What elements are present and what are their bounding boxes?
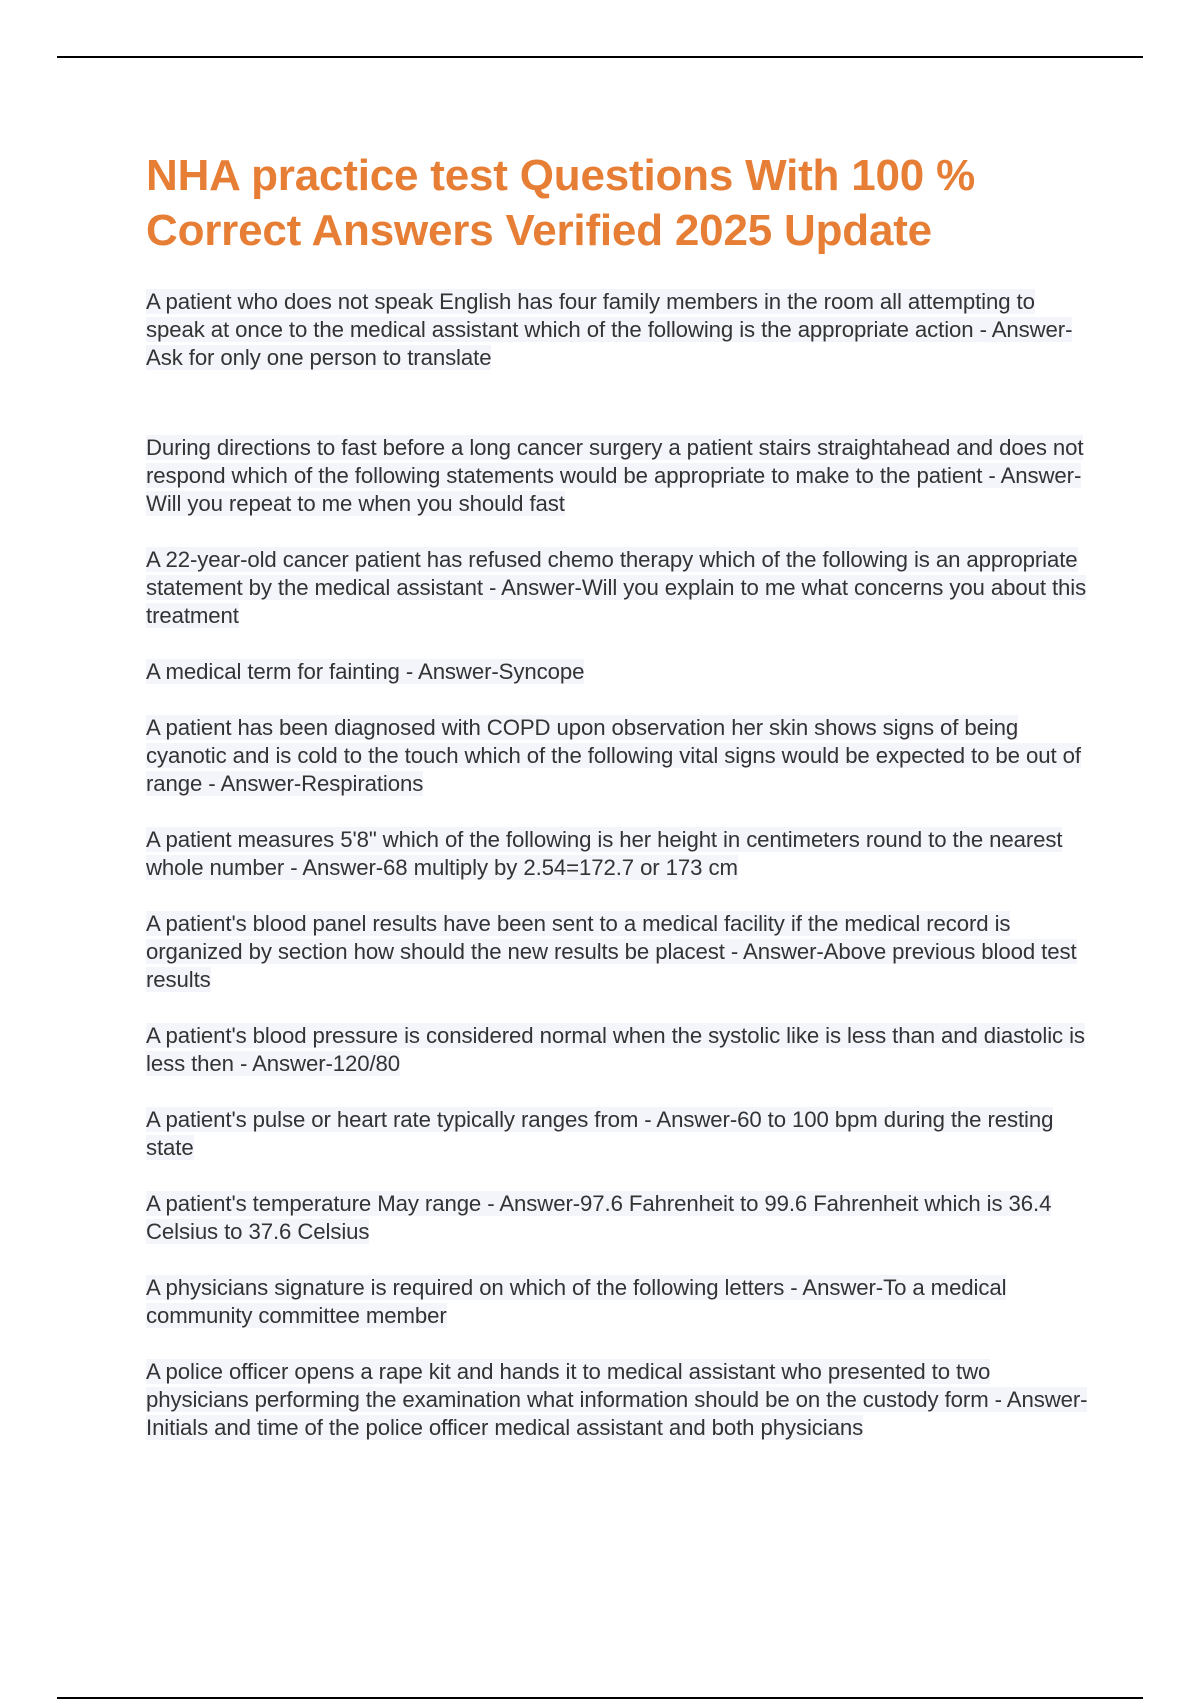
qa-item: A patient's temperature May range - Answer-97.6 Fahrenheit to 99.6 Fahrenheit which is 36.4 Celsius to 37.6 Celsius: [146, 1191, 1052, 1244]
qa-item: A patient measures 5'8" which of the following is her height in centimeters round to the nearest whole number - Answer-68 multiply by 2.54=172.7 or 173 cm: [146, 827, 1063, 880]
qa-item: A medical term for fainting - Answer-Syncope: [146, 659, 585, 684]
qa-item: A patient's blood pressure is considered normal when the systolic like is less than and diastolic is less then - Answer-120/80: [146, 1023, 1085, 1076]
qa-item: A 22-year-old cancer patient has refused chemo therapy which of the following is an appropriate statement by the medical assistant - Answer-Will you explain to me what concerns you about this treatment: [146, 547, 1087, 628]
document-title: NHA practice test Questions With 100 % Correct Answers Verified 2025 Update: [146, 151, 976, 255]
qa-item: A patient's pulse or heart rate typically ranges from - Answer-60 to 100 bpm during the resting state: [146, 1107, 1054, 1160]
top-divider: [57, 56, 1143, 58]
qa-list: [146, 288, 1096, 1442]
qa-item: A patient's blood panel results have been sent to a medical facility if the medical record is organized by section how should the new results be placest - Answer-Above previous blood test results: [146, 911, 1077, 992]
qa-item: A physicians signature is required on which of the following letters - Answer-To a medical community committee member: [146, 1275, 1007, 1328]
qa-item: A police officer opens a rape kit and hands it to medical assistant who presented to two physicians performing the examination what information should be on the custody form - Answer-Initials and time of the police officer medical assistant and both physicians: [146, 1359, 1088, 1440]
qa-item: A patient who does not speak English has four family members in the room all attempting to speak at once to the medical assistant which of the following is the appropriate action - Answer-Ask for only one person to translate: [146, 289, 1073, 370]
bottom-divider: [57, 1697, 1143, 1699]
document-body: [146, 148, 1096, 1470]
qa-item: During directions to fast before a long cancer surgery a patient stairs straightahead and does not respond which of the following statements would be appropriate to make to the patient - Answer-Will you repeat to me when you should fast: [146, 435, 1084, 516]
qa-item: A patient has been diagnosed with COPD upon observation her skin shows signs of being cyanotic and is cold to the touch which of the following vital signs would be expected to be out of range - Answer-Respirations: [146, 715, 1081, 796]
